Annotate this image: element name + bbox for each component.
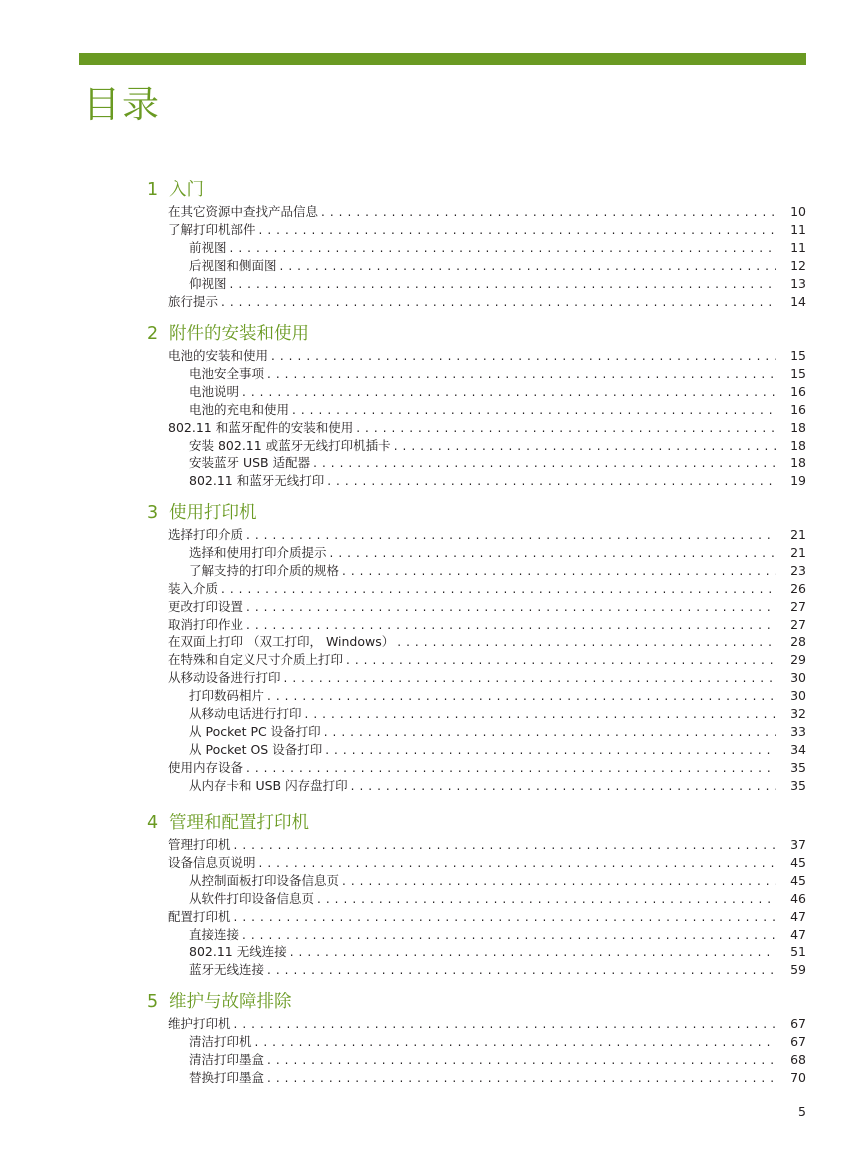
toc-entry-page: 18 xyxy=(790,437,806,453)
toc-entry-page: 13 xyxy=(790,275,806,291)
toc-entry-label: 在特殊和自定义尺寸介质上打印 xyxy=(168,652,344,668)
toc-entry-label: 前视图 xyxy=(189,239,227,255)
dot-leader xyxy=(255,1034,776,1050)
dot-leader xyxy=(221,581,776,597)
dot-leader xyxy=(267,1070,776,1086)
toc-entry[interactable] xyxy=(0,889,806,907)
chapter-heading[interactable] xyxy=(147,811,309,835)
toc-entry-page: 21 xyxy=(790,544,806,560)
toc-entry-label: 在双面上打印 （双工打印， Windows） xyxy=(168,634,395,650)
toc-entry-label: 旅行提示 xyxy=(168,293,219,309)
toc-entry-page: 26 xyxy=(790,580,806,596)
toc-entry[interactable] xyxy=(0,561,806,579)
toc-entry-page: 28 xyxy=(790,634,806,650)
toc-entry[interactable] xyxy=(0,202,806,220)
dot-leader xyxy=(242,927,776,943)
chapter-heading[interactable] xyxy=(147,322,309,346)
toc-entry-page: 68 xyxy=(790,1051,806,1067)
toc-entry-label: 配置打印机 xyxy=(168,908,231,924)
toc-entry-page: 16 xyxy=(790,401,806,417)
dot-leader xyxy=(394,438,776,454)
toc-entry[interactable] xyxy=(0,364,806,382)
toc-entry-label: 从控制面板打印设备信息页 xyxy=(189,872,340,888)
toc-entry[interactable] xyxy=(0,400,806,418)
toc-entry-page: 18 xyxy=(790,419,806,435)
dot-leader xyxy=(242,384,776,400)
dot-leader xyxy=(313,455,776,471)
toc-entry-page: 16 xyxy=(790,383,806,399)
toc-entry[interactable] xyxy=(0,686,806,704)
chapter-title: 附件的安装和使用 xyxy=(169,324,309,344)
dot-leader xyxy=(230,276,776,292)
dot-leader xyxy=(397,634,776,650)
toc-entry-label: 安装蓝牙 USB 适配器 xyxy=(189,455,311,471)
toc-entry-page: 67 xyxy=(790,1016,806,1031)
dot-leader xyxy=(342,563,776,579)
dot-leader xyxy=(246,599,776,615)
dot-leader xyxy=(317,891,776,907)
toc-entry-label: 取消打印作业 xyxy=(168,616,244,632)
toc-entry-page: 45 xyxy=(790,854,806,870)
dot-leader xyxy=(327,473,776,489)
toc-entry[interactable] xyxy=(0,436,806,454)
toc-entry-page: 21 xyxy=(790,527,806,542)
toc-entry-label: 电池的安装和使用 xyxy=(168,348,269,363)
toc-entry-label: 装入介质 xyxy=(168,580,219,596)
toc-entry[interactable] xyxy=(0,835,806,853)
toc-entry[interactable] xyxy=(0,453,806,471)
dot-leader xyxy=(342,873,776,889)
dot-leader xyxy=(234,837,776,853)
toc-entry[interactable] xyxy=(0,722,806,740)
toc-entry-page: 35 xyxy=(790,759,806,775)
chapter-heading[interactable] xyxy=(147,990,292,1014)
dot-leader xyxy=(267,962,776,978)
dot-leader xyxy=(356,420,776,436)
toc-entry[interactable] xyxy=(0,471,806,489)
toc-entry-label: 替换打印墨盒 xyxy=(189,1069,265,1085)
toc-entry-label: 打印数码相片 xyxy=(189,688,265,704)
toc-entry-page: 11 xyxy=(790,221,806,237)
dot-leader xyxy=(246,527,776,543)
dot-leader xyxy=(234,1016,776,1032)
toc-entry-label: 蓝牙无线连接 xyxy=(189,962,265,978)
toc-entry-label: 安装 802.11 或蓝牙无线打印机插卡 xyxy=(189,437,391,453)
toc-entry-page: 59 xyxy=(790,962,806,978)
dot-leader xyxy=(221,294,776,310)
chapter-title: 维护与故障排除 xyxy=(169,992,292,1012)
toc-entry[interactable] xyxy=(0,925,806,943)
dot-leader xyxy=(330,545,776,561)
toc-entry-page: 51 xyxy=(790,944,806,960)
chapter-number: 5 xyxy=(147,992,159,1012)
toc-entry-page: 46 xyxy=(790,890,806,906)
toc-entry[interactable] xyxy=(0,292,806,310)
toc-entry-page: 47 xyxy=(790,926,806,942)
toc-entry-page: 67 xyxy=(790,1033,806,1049)
toc-entry-page: 10 xyxy=(790,204,806,219)
toc-entry-label: 从移动电话进行打印 xyxy=(189,706,302,721)
toc-entry-page: 70 xyxy=(790,1069,806,1085)
toc-entry-page: 14 xyxy=(790,293,806,309)
toc-entry[interactable] xyxy=(0,776,806,794)
toc-entry-page: 27 xyxy=(790,616,806,632)
toc-entry[interactable] xyxy=(0,418,806,436)
toc-entry-label: 电池安全事项 xyxy=(189,365,265,381)
dot-leader xyxy=(321,204,776,220)
toc-entry-page: 15 xyxy=(790,348,806,363)
toc-entry[interactable] xyxy=(0,1014,806,1032)
chapter-number: 3 xyxy=(147,503,159,523)
toc-entry-page: 33 xyxy=(790,723,806,739)
dot-leader xyxy=(325,742,776,758)
dot-leader xyxy=(267,688,776,704)
toc-entry-label: 维护打印机 xyxy=(168,1016,231,1031)
chapter-title: 入门 xyxy=(169,180,204,200)
toc-entry-page: 37 xyxy=(790,837,806,852)
toc-entry-page: 15 xyxy=(790,365,806,381)
dot-leader xyxy=(267,1052,776,1068)
dot-leader xyxy=(280,258,776,274)
dot-leader xyxy=(290,944,776,960)
toc-entry-label: 802.11 无线连接 xyxy=(189,944,287,960)
dot-leader xyxy=(246,617,776,633)
toc-entry[interactable] xyxy=(0,382,806,400)
dot-leader xyxy=(346,652,776,668)
toc-entry-label: 电池说明 xyxy=(189,383,240,399)
toc-entry[interactable] xyxy=(0,274,806,292)
chapter-number: 4 xyxy=(147,813,159,833)
toc-entry-label: 了解打印机部件 xyxy=(168,221,256,237)
chapter-title: 使用打印机 xyxy=(169,503,257,523)
dot-leader xyxy=(259,855,776,871)
dot-leader xyxy=(351,778,776,794)
toc-entry-label: 仰视图 xyxy=(189,275,227,291)
toc-entry[interactable] xyxy=(0,238,806,256)
toc-entry-label: 从内存卡和 USB 闪存盘打印 xyxy=(189,777,348,793)
toc-entry[interactable] xyxy=(0,668,806,686)
dot-leader xyxy=(284,670,776,686)
dot-leader xyxy=(292,402,776,418)
dot-leader xyxy=(246,760,776,776)
dot-leader xyxy=(324,724,776,740)
toc-entry[interactable] xyxy=(0,853,806,871)
toc-entry[interactable] xyxy=(0,543,806,561)
toc-entry-label: 从移动设备进行打印 xyxy=(168,670,281,686)
toc-entry[interactable] xyxy=(0,1050,806,1068)
toc-entry-label: 设备信息页说明 xyxy=(168,854,256,870)
toc-entry-page: 30 xyxy=(790,688,806,704)
toc-entry-page: 29 xyxy=(790,652,806,668)
toc-entry-label: 更改打印设置 xyxy=(168,598,244,614)
toc-entry[interactable] xyxy=(0,1068,806,1086)
toc-entry-label: 从 Pocket OS 设备打印 xyxy=(189,741,323,757)
toc-entry-page: 35 xyxy=(790,777,806,793)
chapter-number: 2 xyxy=(147,324,159,344)
toc-entry[interactable] xyxy=(0,960,806,978)
dot-leader xyxy=(305,706,776,722)
toc-entry-page: 32 xyxy=(790,706,806,721)
toc-entry[interactable] xyxy=(0,632,806,650)
toc-entry[interactable] xyxy=(0,758,806,776)
toc-entry-label: 使用内存设备 xyxy=(168,759,244,775)
chapter-heading[interactable] xyxy=(147,501,257,525)
toc-entry[interactable] xyxy=(0,525,806,543)
header-accent-bar xyxy=(79,53,806,65)
chapter-number: 1 xyxy=(147,180,159,200)
toc-entry[interactable] xyxy=(0,907,806,925)
toc-entry-label: 管理打印机 xyxy=(168,837,231,852)
page-title: 目录 xyxy=(83,83,161,126)
toc-entry-page: 30 xyxy=(790,670,806,686)
toc-entry[interactable] xyxy=(0,704,806,722)
toc-entry-label: 802.11 和蓝牙无线打印 xyxy=(189,473,325,489)
toc-entry-label: 从软件打印设备信息页 xyxy=(189,890,315,906)
toc-entry-label: 从 Pocket PC 设备打印 xyxy=(189,723,321,739)
toc-entry-page: 23 xyxy=(790,562,806,578)
toc-entry-label: 在其它资源中查找产品信息 xyxy=(168,204,319,219)
chapter-title: 管理和配置打印机 xyxy=(169,813,309,833)
toc-entry-label: 直接连接 xyxy=(189,926,240,942)
toc-entry[interactable] xyxy=(0,871,806,889)
toc-entry[interactable] xyxy=(0,1032,806,1050)
dot-leader xyxy=(271,348,776,364)
dot-leader xyxy=(259,222,776,238)
toc-entry[interactable] xyxy=(0,346,806,364)
toc-entry-page: 11 xyxy=(790,239,806,255)
toc-entry-label: 了解支持的打印介质的规格 xyxy=(189,562,340,578)
toc-entry-label: 清洁打印机 xyxy=(189,1033,252,1049)
toc-entry-label: 802.11 和蓝牙配件的安装和使用 xyxy=(168,419,354,435)
toc-entry-page: 34 xyxy=(790,741,806,757)
toc-entry[interactable] xyxy=(0,256,806,274)
toc-entry-page: 19 xyxy=(790,473,806,489)
toc-entry-page: 12 xyxy=(790,257,806,273)
toc-entry-label: 电池的充电和使用 xyxy=(189,401,290,417)
toc-entry-page: 27 xyxy=(790,598,806,614)
toc-entry-label: 选择打印介质 xyxy=(168,527,244,542)
toc-entry[interactable] xyxy=(0,220,806,238)
toc-entry-page: 45 xyxy=(790,872,806,888)
toc-entry[interactable] xyxy=(0,579,806,597)
toc-entry-page: 18 xyxy=(790,455,806,471)
toc-entry-page: 47 xyxy=(790,908,806,924)
chapter-heading[interactable] xyxy=(147,178,204,202)
toc-entry-label: 清洁打印墨盒 xyxy=(189,1051,265,1067)
toc-entry[interactable] xyxy=(0,597,806,615)
toc-entry-label: 选择和使用打印介质提示 xyxy=(189,544,327,560)
toc-entry[interactable] xyxy=(0,615,806,633)
toc-entry[interactable] xyxy=(0,740,806,758)
page-number: 5 xyxy=(798,1104,806,1119)
toc-entry-label: 后视图和侧面图 xyxy=(189,257,277,273)
toc-entry[interactable] xyxy=(0,650,806,668)
toc-entry[interactable] xyxy=(0,942,806,960)
dot-leader xyxy=(234,909,776,925)
dot-leader xyxy=(230,240,776,256)
dot-leader xyxy=(267,366,776,382)
